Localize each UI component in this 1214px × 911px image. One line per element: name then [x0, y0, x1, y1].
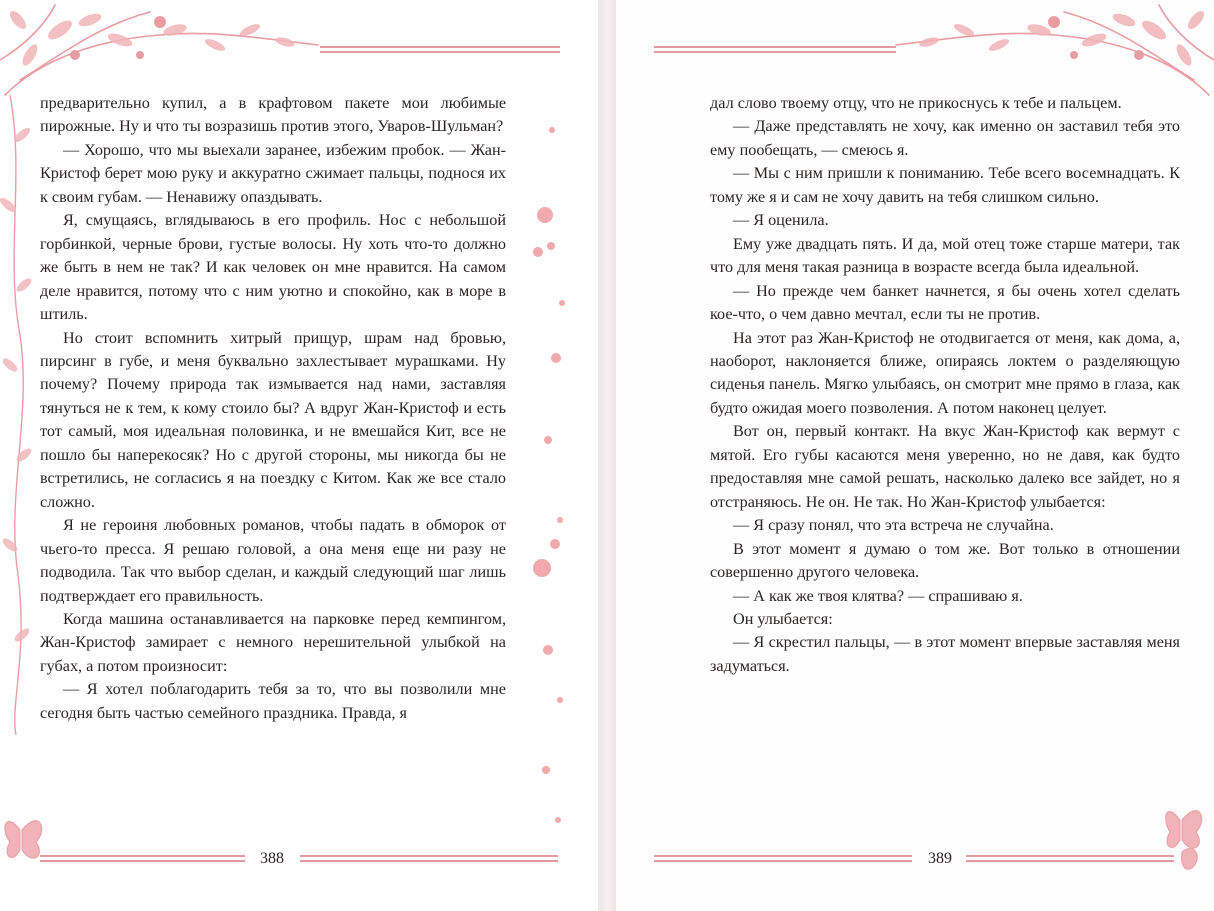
paragraph: — Я скрестил пальцы, — в этот момент впервые заставляя меня задуматься. [710, 633, 1180, 675]
footer-rule-left [654, 855, 912, 862]
paragraph: Вот он, первый контакт. На вкус Жан-Кристоф как вермут с мятой. Его губы касаются меня уверенно, но не давя, как будто предоставляя мне самой решать, насколько далеко все зайдет, но я отстраняюсь. Не он. Не так. Но Жан-Кристоф улыбается: [710, 422, 1180, 511]
book-gutter [598, 0, 616, 911]
paragraph: Но стоит вспомнить хитрый прищур, шрам над бровью, пирсинг в губе, и меня буквально захлестывает мурашками. Ну почему? Почему природа так измывается над нами, заставляя тянуться не к тем, к кому стоило бы? А вдруг Жан-Кристоф и есть тот самый, моя идеальная половинка, и не вмешайся Кит, все не пошло бы наперекосяк? Но с другой стороны, мы никогда бы не встретились, не согласись я на поездку с Китом. Как же все стало сложно. [40, 328, 506, 511]
ink-splatter-dot [533, 247, 543, 257]
paragraph: — Мы с ним пришли к пониманию. Тебе всего восемнадцать. К тому же я и сам не хочу давить на тебя слишком сильно. [710, 164, 1180, 206]
paragraph: Я не героиня любовных романов, чтобы падать в обморок от чьего-то пресса. Я решаю головой, а она меня еще ни разу не подводила. Так что выбор сделан, и каждый следующий шаг лишь подтверждает его правильность. [40, 516, 506, 605]
paragraph: — Я оценила. [733, 211, 829, 230]
butterfly-icon [1162, 790, 1212, 880]
paragraph: — Я хотел поблагодарить тебя за то, что вы позволили мне сегодня быть частью семейного праздника. Правда, я [40, 680, 506, 722]
page-number: 388 [260, 850, 284, 867]
paragraph: На этот раз Жан-Кристоф не отодвигается от меня, как дома, а, наоборот, наклоняется ближе, опираясь локтем о разделяющую сиденья панель. Мягко улыбаясь, он смотрит мне прямо в глаза, как будто ожидая моего позволения. А потом наконец целует. [710, 328, 1180, 417]
ink-splatter-dot [550, 539, 560, 549]
paragraph: Когда машина останавливается на парковке перед кемпингом, Жан-Кристоф замирает с немного нерешительной улыбкой на губах, а потом произносит: [40, 609, 506, 675]
page-number: 389 [928, 850, 952, 867]
header-rule [654, 46, 896, 53]
right-page [616, 0, 1214, 911]
footer-rule-right [300, 855, 558, 862]
paragraph: — Даже представлять не хочу, как именно он заставил тебя это ему пообещать, — смеюсь я. [710, 117, 1180, 159]
footer-rule-left [40, 855, 245, 862]
paragraph: — Хорошо, что мы выехали заранее, избежим пробок. — Жан-Кристоф берет мою руку и аккуратно сжимает пальцы, поднося их к своим губам. — Ненавижу опаздывать. [40, 140, 506, 206]
ink-splatter-dot [533, 559, 551, 577]
butterfly-icon [0, 800, 60, 880]
header-rule [320, 46, 560, 53]
left-page-text [40, 92, 506, 725]
paragraph: предварительно купил, а в крафтовом пакете мои любимые пирожные. Ну и что ты возразишь против этого, Уваров-Шульман? [40, 94, 506, 136]
ink-splatter-dot [557, 697, 563, 703]
left-page [0, 0, 598, 911]
paragraph: Ему уже двадцать пять. И да, мой отец тоже старше матери, так что для меня такая разница в возрасте всегда была идеальной. [710, 234, 1180, 277]
ink-splatter-dot [555, 817, 561, 823]
paragraph: — А как же твоя клятва? — спрашиваю я. [733, 586, 1023, 605]
ink-splatter-dot [559, 300, 565, 306]
paragraph: В этот момент я думаю о том же. Вот только в отношении совершенно другого человека. [710, 539, 1180, 582]
paragraph: Я, смущаясь, вглядываюсь в его профиль. Нос с небольшой горбинкой, черные брови, густые волосы. Ну хоть что-то должно же быть в нем не так? И как человек он мне нравится. На самом деле нравится, потому что с ним уютно и спокойно, как в море в штиль. [40, 211, 506, 324]
paragraph: — Но прежде чем банкет начнется, я бы очень хотел сделать кое-что, о чем давно мечтал, если ты не против. [710, 281, 1180, 324]
ink-splatter-dot [551, 353, 561, 363]
ink-splatter-dot [549, 127, 555, 133]
ink-splatter-dot [542, 766, 550, 774]
paragraph: Он улыбается: [733, 609, 833, 628]
ink-splatter-dot [544, 436, 552, 444]
ink-splatter-dot [543, 645, 553, 655]
paragraph: дал слово твоему отцу, что не прикоснусь к тебе и пальцем. [710, 94, 1122, 112]
paragraph: — Я сразу понял, что эта встреча не случайна. [733, 516, 1054, 535]
ink-splatter-dot [537, 207, 553, 223]
ink-splatter-dot [547, 242, 555, 250]
floral-side-ornament-icon [0, 95, 40, 735]
right-page-text [710, 92, 1180, 678]
footer-rule-right [966, 855, 1174, 862]
ink-splatter-dot [557, 517, 563, 523]
